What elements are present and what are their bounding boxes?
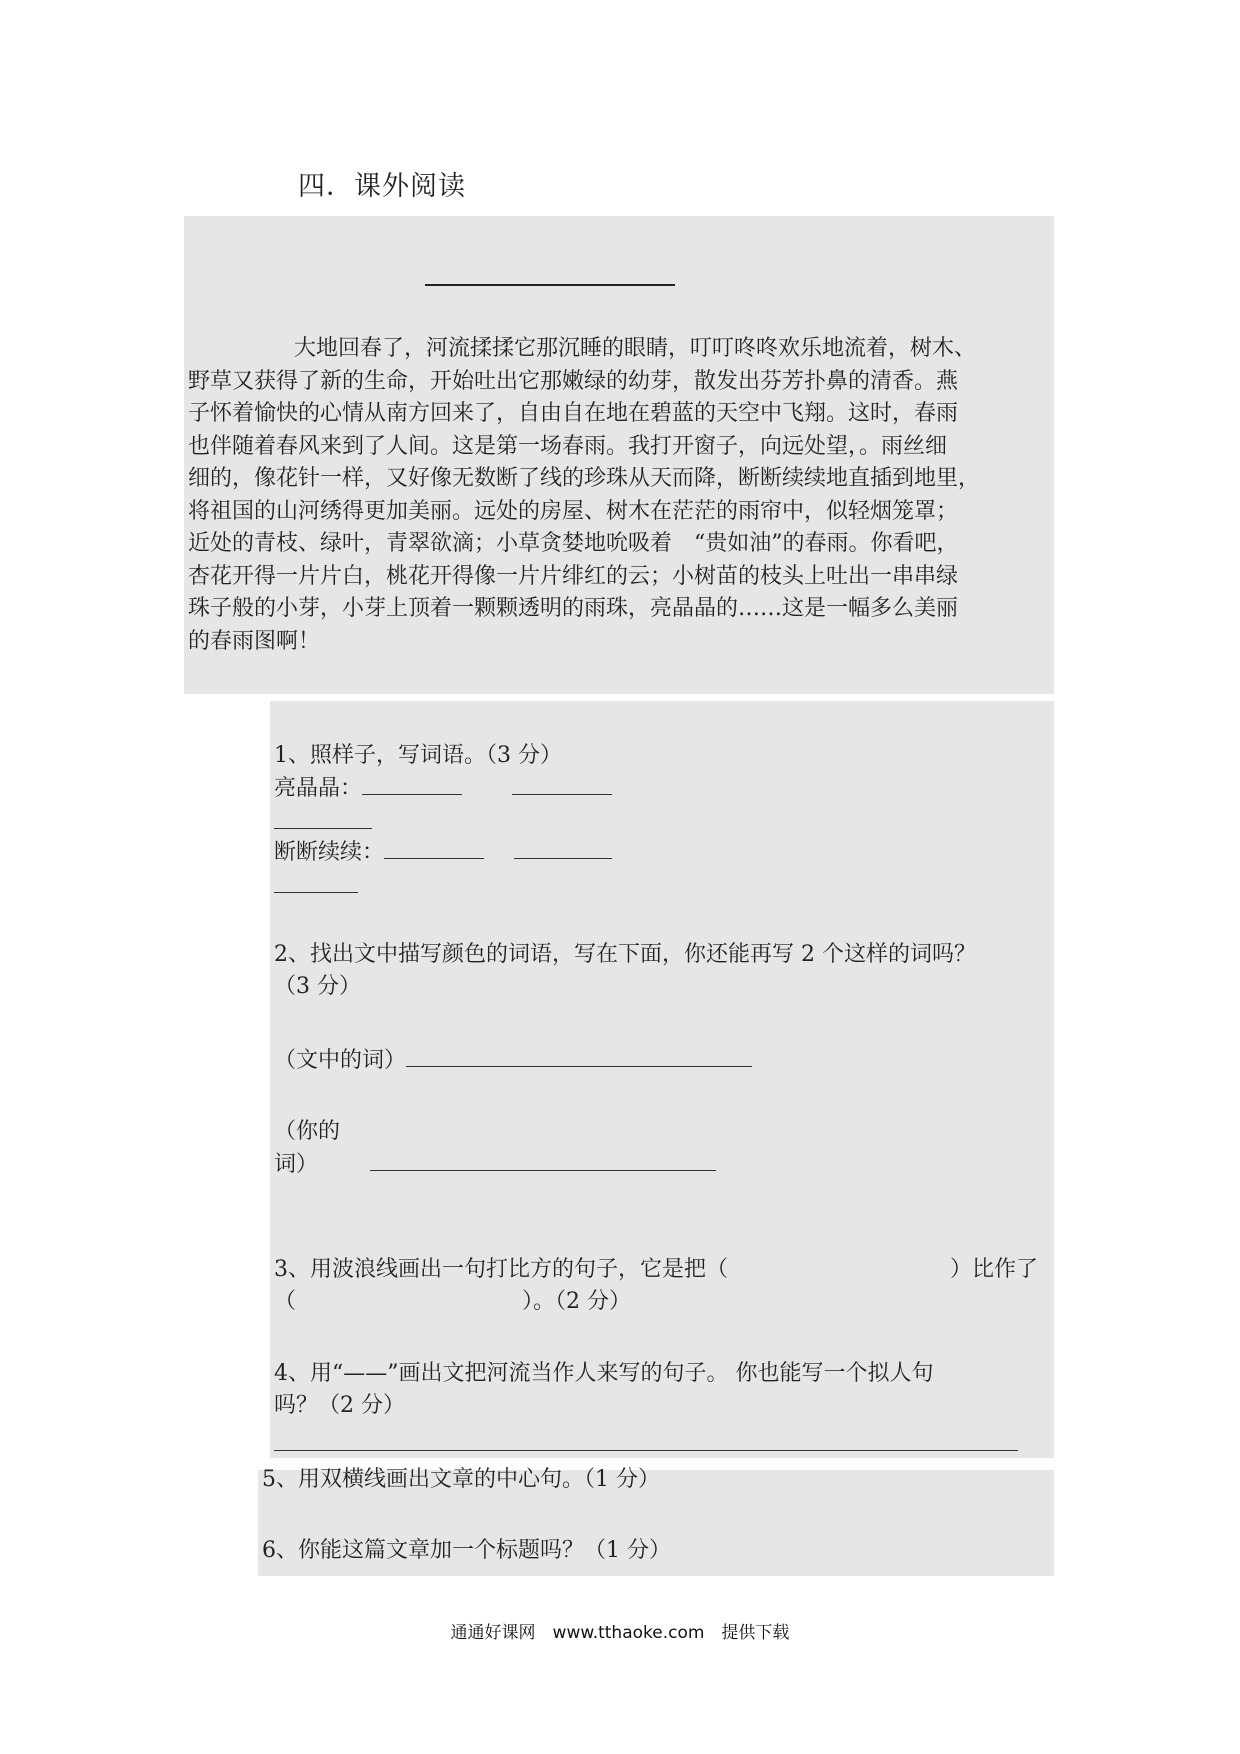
answer-blank[interactable] xyxy=(274,870,358,893)
section-title: 四．课外阅读 xyxy=(298,171,466,202)
answer-blank[interactable] xyxy=(274,1428,1018,1451)
answer-blank[interactable] xyxy=(362,772,462,795)
passage-line: 野草又获得了新的生命，开始吐出它那嫩绿的幼芽，散发出芬芳扑鼻的清香。燕 xyxy=(188,368,959,394)
question-4-line-2: 吗？（2 分） xyxy=(274,1393,405,1418)
q1-example-word-1: 亮晶晶： xyxy=(274,776,363,801)
answer-blank[interactable] xyxy=(406,1044,752,1067)
reading-passage xyxy=(188,333,1050,658)
question-2-your-words xyxy=(274,1148,716,1181)
question-3-line-1-end: ）比作了 xyxy=(950,1257,1039,1282)
q2-your-words-label: 词） xyxy=(274,1152,319,1177)
question-2-your-words-label: （你的 xyxy=(274,1119,341,1144)
answer-blank[interactable] xyxy=(384,836,484,859)
question-6: 6、你能这篇文章加一个标题吗？（1 分） xyxy=(262,1538,671,1563)
answer-blank[interactable] xyxy=(514,836,612,859)
title-blank-line[interactable] xyxy=(425,284,675,286)
question-4-line-1: 4、用“——”画出文把河流当作人来写的句子。 你也能写一个拟人句 xyxy=(274,1361,934,1386)
question-2-text-words xyxy=(274,1044,752,1077)
passage-line: 珠子般的小芽，小芽上顶着一颗颗透明的雨珠，亮晶晶的……这是一幅多么美丽 xyxy=(188,596,959,621)
question-3-line-2: （ xyxy=(274,1289,297,1314)
question-1-word-2 xyxy=(274,836,612,869)
passage-line: 近处的青枝、绿叶，青翠欲滴；小草贪婪地吮吸着 “贵如油”的春雨。你看吧， xyxy=(188,531,959,556)
passage-line: 将祖国的山河绣得更加美丽。远处的房屋、树木在茫茫的雨帘中，似轻烟笼罩； xyxy=(188,498,959,524)
question-1-word-1 xyxy=(274,772,612,805)
question-3-line-1: 3、用波浪线画出一句打比方的句子，它是把（ xyxy=(274,1257,728,1282)
question-2-line-2: （3 分） xyxy=(274,974,361,999)
question-1-title: 1、照样子，写词语。（3 分） xyxy=(274,743,562,768)
passage-line: 的春雨图啊！ xyxy=(188,628,321,654)
question-5: 5、用双横线画出文章的中心句。（1 分） xyxy=(262,1467,660,1492)
answer-blank[interactable] xyxy=(274,806,372,829)
q2-text-words-label: （文中的词） xyxy=(274,1048,407,1073)
passage-line: 杏花开得一片片白，桃花开得像一片片绯红的云；小树苗的枝头上吐出一串串绿 xyxy=(188,563,959,589)
passage-line: 大地回春了，河流揉揉它那沉睡的眼睛，叮叮咚咚欢乐地流着，树木、 xyxy=(294,336,977,361)
questions-box xyxy=(270,701,1054,1458)
answer-blank[interactable] xyxy=(370,1148,716,1171)
passage-line: 也伴随着春风来到了人间。这是第一场春雨。我打开窗子，向远处望，。雨丝细 xyxy=(188,433,948,459)
question-3-line-2-end: ）。（2 分） xyxy=(522,1289,631,1314)
q1-example-word-2: 断断续续： xyxy=(274,840,385,865)
footer: 通通好课网 www.tthaoke.com 提供下载 xyxy=(450,1623,790,1643)
passage-line: 子怀着愉快的心情从南方回来了，自由自在地在碧蓝的天空中飞翔。这时，春雨 xyxy=(188,401,959,426)
question-2-line-1: 2、找出文中描写颜色的词语，写在下面，你还能再写 2 个这样的词吗？ xyxy=(274,942,976,967)
answer-blank[interactable] xyxy=(512,772,612,795)
passage-line: 细的，像花针一样，又好像无数断了线的珍珠从天而降，断断续续地直插到地里， xyxy=(188,466,981,491)
